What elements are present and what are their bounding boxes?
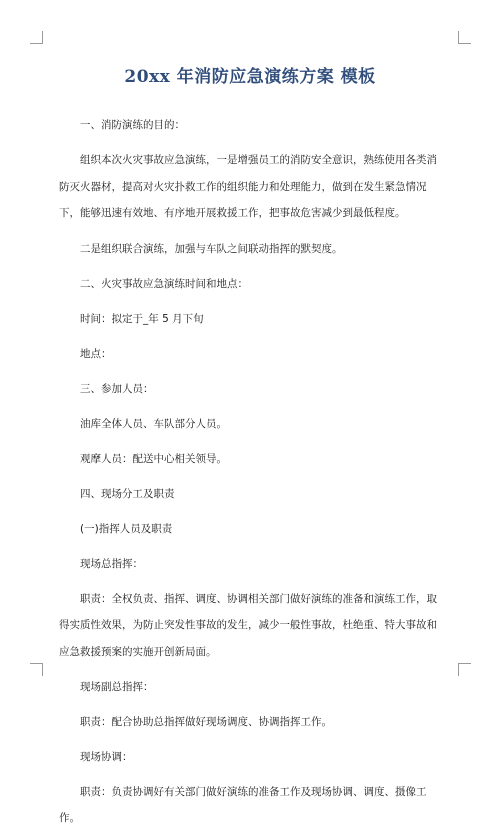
document-body <box>59 112 443 840</box>
crop-mark-bottom-left <box>30 663 43 676</box>
paragraph-place: 地点： <box>80 347 112 360</box>
crop-mark-top-right <box>458 31 471 44</box>
paragraph-deputy-duties: 职责：配合协助总指挥做好现场调度、协调指挥工作。 <box>80 716 332 728</box>
paragraph-purpose-two: 二是组织联合演练，加强与车队之间联动指挥的默契度。 <box>80 242 343 255</box>
label-chief-commander: 现场总指挥： <box>80 557 143 570</box>
paragraph-time: 时间：拟定于_年 5 月下旬 <box>80 312 204 325</box>
label-deputy-commander: 现场副总指挥： <box>80 681 154 693</box>
label-site-coordination: 现场协调： <box>80 751 133 763</box>
paragraph-chief-duties: 职责：全权负责、指挥、调度、协调相关部门做好演练的准备和演练工作，取得实质性效果，为防止突发性事故的发生，减少一般性事故，杜绝重、特大事故和应急救援预案的实施开创新局面。 <box>59 592 437 658</box>
heading-division-duties: 四、现场分工及职责 <box>80 487 175 500</box>
crop-mark-bottom-right <box>458 663 471 676</box>
paragraph-coordination-duties: 职责：负责协调好有关部门做好演练的准备工作及现场协调、调度、摄像工作。 <box>59 786 427 824</box>
paragraph-participants: 油库全体人员、车队部分人员。 <box>80 417 227 430</box>
heading-purpose: 一、消防演练的目的： <box>80 119 185 131</box>
document-title: 20xx 年消防应急演练方案 模板 <box>124 67 376 87</box>
crop-mark-top-left <box>30 31 43 44</box>
heading-time-place: 二、火灾事故应急演练时间和地点： <box>80 277 248 290</box>
subheading-command-staff: (一)指挥人员及职责 <box>80 522 173 535</box>
heading-participants: 三、参加人员： <box>80 382 154 395</box>
paragraph-observers: 观摩人员：配送中心相关领导。 <box>80 452 227 465</box>
paragraph-purpose-one: 组织本次火灾事故应急演练，一是增强员工的消防安全意识，熟练使用各类消防灭火器材，提高对火灾扑救工作的组织能力和处理能力，做到在发生紧急情况下，能够迅速有效地、有序地开展救援工作，把事故危害减少到最低程度。 <box>59 154 437 219</box>
